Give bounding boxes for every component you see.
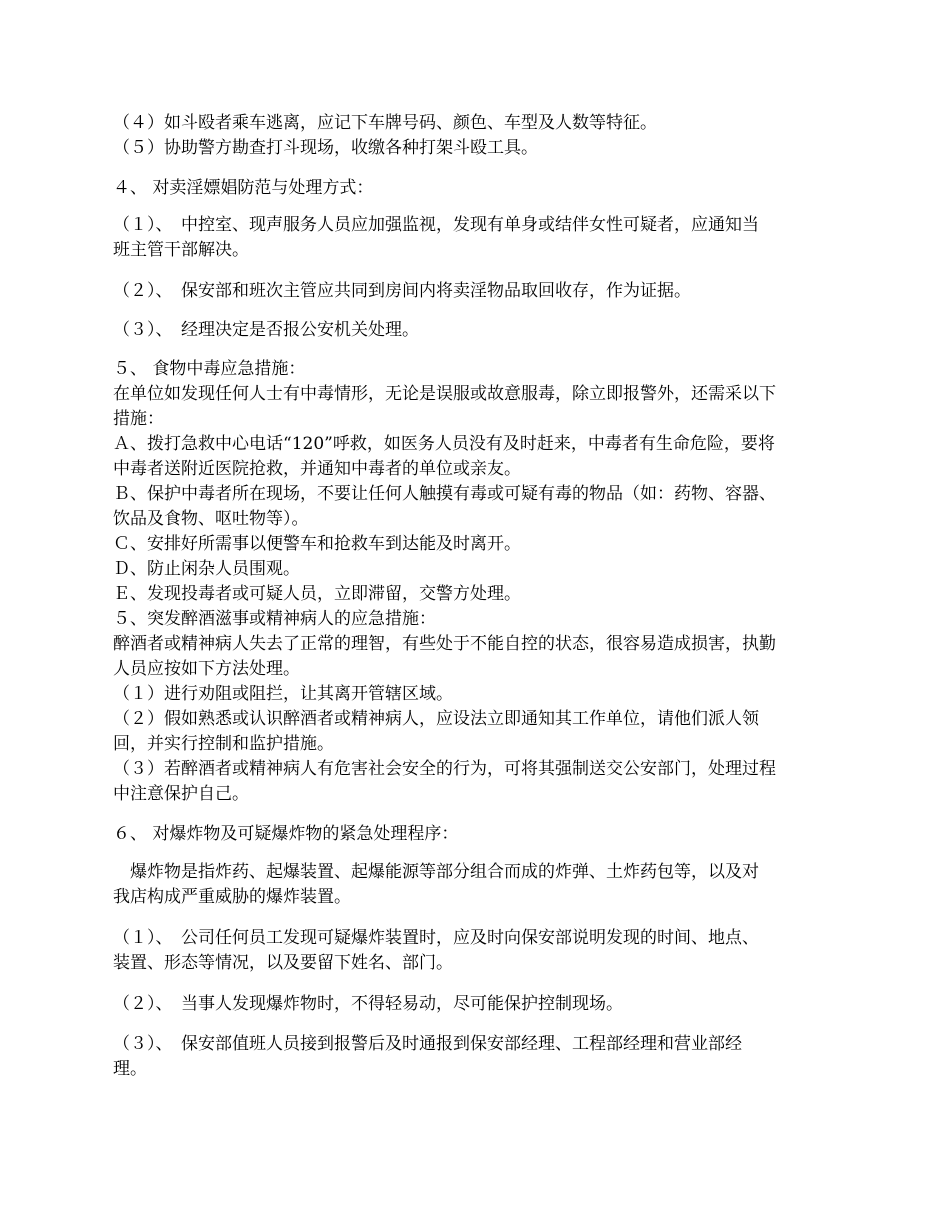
section-heading: ５、突发醉酒滋事或精神病人的应急措施： — [113, 609, 436, 629]
text-line: 在单位如发现任何人士有中毒情形，无论是误服或故意服毒，除立即报警外，还需采以下 — [113, 384, 776, 404]
text-line: 人员应按如下方法处理。 — [113, 659, 300, 679]
text-line: 回，并实行控制和监护措施。 — [113, 734, 334, 754]
text-line: 措施： — [113, 409, 164, 429]
text-line: Ｅ、发现投毒者或可疑人员，立即滞留，交警方处理。 — [113, 584, 521, 604]
text-line: （２）、 当事人发现爆炸物时，不得轻易动，尽可能保护控制现场。 — [113, 994, 623, 1014]
section-heading: ４、 对卖淫嫖娼防范与处理方式： — [113, 178, 374, 198]
section-heading: ５、 食物中毒应急措施： — [113, 359, 306, 379]
text-line: Ｂ、保护中毒者所在现场，不要让任何人触摸有毒或可疑有毒的物品（如：药物、容器、 — [113, 484, 776, 504]
section-heading: ６、 对爆炸物及可疑爆炸物的紧急处理程序： — [113, 824, 459, 844]
text-line: （４）如斗殴者乘车逃离，应记下车牌号码、颜色、车型及人数等特征。 — [113, 113, 657, 133]
text-line: 饮品及食物、呕吐物等）。 — [113, 509, 309, 529]
text-line: 我店构成严重威胁的爆炸装置。 — [113, 887, 351, 907]
text-line: Ｃ、安排好所需事以便警车和抢救车到达能及时离开。 — [113, 534, 521, 554]
text-line: Ｄ、防止闲杂人员围观。 — [113, 559, 300, 579]
text-line: （１）、 中控室、现声服务人员应加强监视，发现有单身或结伴女性可疑者，应通知当 — [113, 215, 759, 235]
text-line: （５）协助警方勘查打斗现场，收缴各种打架斗殴工具。 — [113, 138, 538, 158]
text-line: （３）若醉酒者或精神病人有危害社会安全的行为，可将其强制送交公安部门，处理过程 — [113, 759, 776, 779]
text-line: （３）、 经理决定是否报公安机关处理。 — [113, 320, 419, 340]
text-line: （２）、 保安部和班次主管应共同到房间内将卖淫物品取回收存，作为证据。 — [113, 281, 691, 301]
text-line: Ａ、拨打急救中心电话“120”呼救，如医务人员没有及时赶来，中毒者有生命危险，要将 — [113, 434, 775, 454]
text-line: 爆炸物是指炸药、起爆装置、起爆能源等部分组合而成的炸弹、土炸药包等，以及对 — [113, 862, 759, 882]
text-line: 中注意保护自己。 — [113, 784, 249, 804]
text-line: （１）、 公司任何员工发现可疑爆炸装置时，应及时向保安部说明发现的时间、地点、 — [113, 928, 759, 948]
text-line: （２）假如熟悉或认识醉酒者或精神病人，应设法立即通知其工作单位，请他们派人领 — [113, 709, 759, 729]
text-line: 醉酒者或精神病人失去了正常的理智，有些处于不能自控的状态，很容易造成损害，执勤 — [113, 634, 776, 654]
text-line: 装置、形态等情况，以及要留下姓名、部门。 — [113, 953, 453, 973]
text-line: 班主管干部解决。 — [113, 240, 249, 260]
text-line: 理。 — [113, 1059, 147, 1079]
text-line: （１）进行劝阻或阻拦，让其离开管辖区域。 — [113, 684, 453, 704]
text-line: （３）、 保安部值班人员接到报警后及时通报到保安部经理、工程部经理和营业部经 — [113, 1034, 742, 1054]
text-line: 中毒者送附近医院抢救，并通知中毒者的单位或亲友。 — [113, 459, 521, 479]
